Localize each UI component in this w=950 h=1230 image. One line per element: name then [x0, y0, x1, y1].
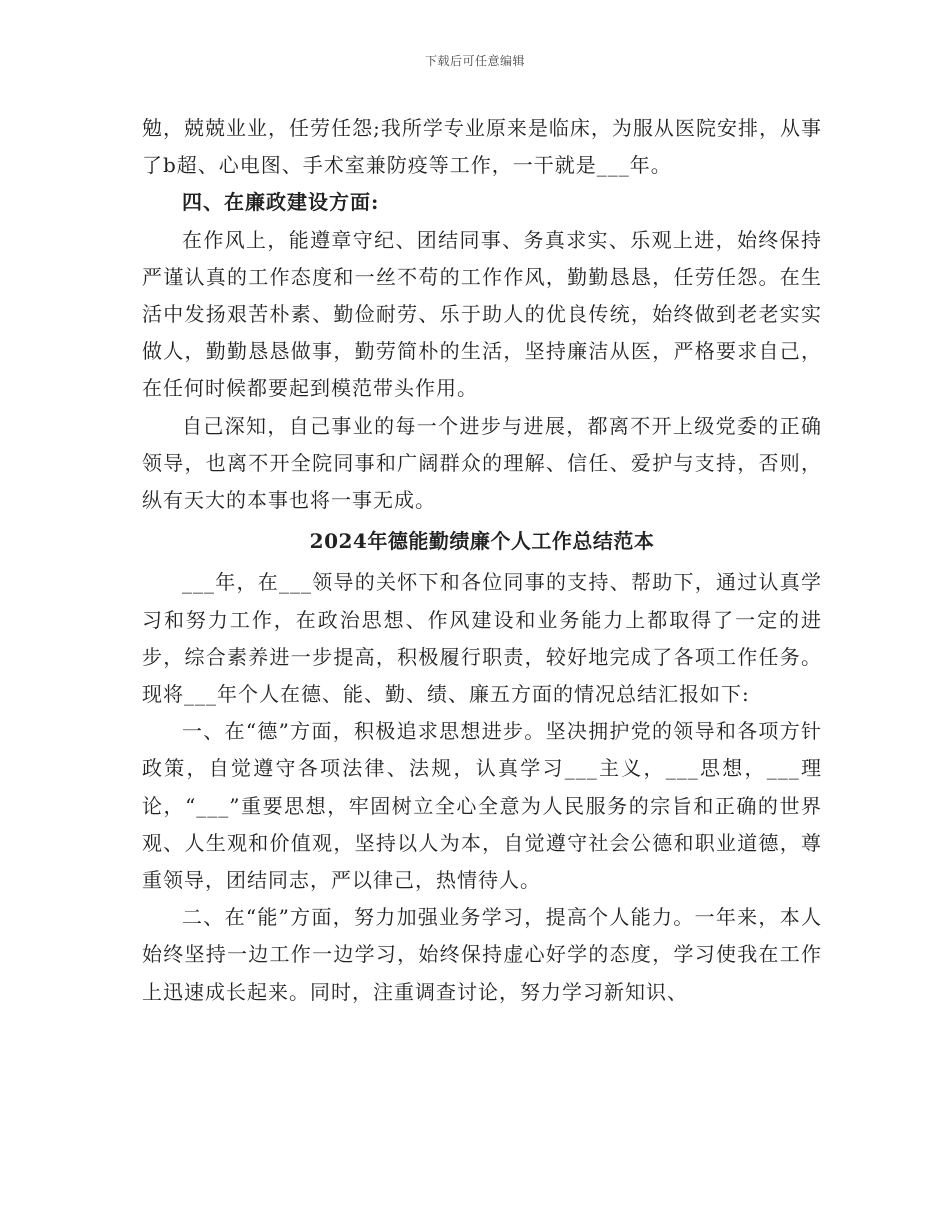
document-body: [142, 110, 822, 1011]
paragraph-continuation: 勉，兢兢业业，任劳任怨;我所学专业原来是临床，为服从医院安排，从事了b超、心电图、手术室兼防疫等工作，一干就是___年。: [142, 116, 822, 178]
document-title: 2024年德能勤绩廉个人工作总结范本: [309, 529, 655, 554]
paragraph: ___年，在___领导的关怀下和各位同事的支持、帮助下，通过认真学习和努力工作，在政治思想、作风建设和业务能力上都取得了一定的进步，综合素养进一步提高，积极履行职责，较好地完成了各项工作任务。现将___年个人在德、能、勤、绩、廉五方面的情况总结汇报如下:: [142, 570, 822, 707]
paragraph: 二、在“能”方面，努力加强业务学习，提高个人能力。一年来，本人始终坚持一边工作一边学习，始终保持虚心好学的态度，学习使我在工作上迅速成长起来。同时，注重调查讨论，努力学习新知识、: [142, 905, 822, 1004]
paragraph: 在作风上，能遵章守纪、团结同事、务真求实、乐观上进，始终保持严谨认真的工作态度和一丝不苟的工作作风，勤勤恳恳，任劳任怨。在生活中发扬艰苦朴素、勤俭耐劳、乐于助人的优良传统，始终做到老老实实做人，勤勤恳恳做事，勤劳简朴的生活，坚持廉洁从医，严格要求自己，在任何时候都要起到模范带头作用。: [142, 227, 822, 401]
paragraph: 自己深知，自己事业的每一个进步与进展，都离不开上级党委的正确领导，也离不开全院同事和广阔群众的理解、信任、爱护与支持，否则，纵有天大的本事也将一事无成。: [142, 413, 822, 513]
section-heading: 四、在廉政建设方面:: [182, 190, 380, 215]
page-header: 下载后可任意编辑: [424, 54, 525, 68]
paragraph: 一、在“德”方面，积极追求思想进步。坚决拥护党的领导和各项方针政策，自觉遵守各项法律、法规，认真学习___主义，___思想，___理论，“___”重要思想，牢固树立全心全意为人民服务的宗旨和正确的世界观、人生观和价值观，坚持以人为本，自觉遵守社会公德和职业道德，尊重领导，团结同志，严以律己，热情待人。: [142, 719, 822, 893]
